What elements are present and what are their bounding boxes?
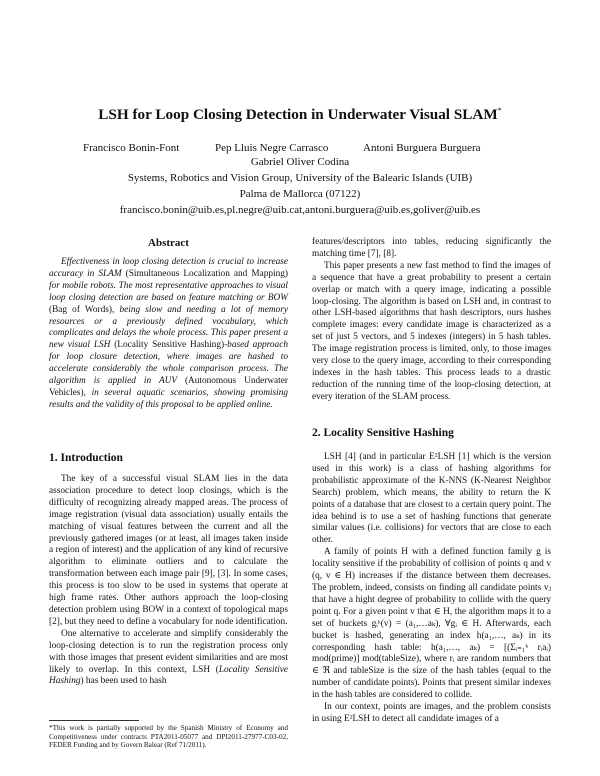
paper-title: LSH for Loop Closing Detection in Underwater Visual SLAM* <box>98 106 502 124</box>
right-paragraph-1: This paper presents a new fast method to find the images of a sequence that have a great probability to present a certain overlap or match with a query image, indicating a possible loop-closing. The algorithm is based on LSH and, in contrast to other LSH-based algorithms that hash descriptors, ours hashes complete images: every candidate image is characterized as a set of just 5 vectors, and 5 indexes (integers) in 5 hash tables. The image registration process is limited, only, to those images very close to the query image, according to their corresponding indexes in the hash tables. This process leads to a drastic reduction of the running time of the loop-closing detection, at every iteration of the SLAM process. <box>312 260 551 402</box>
intro-paragraph-2: One alternative to accelerate and simplify considerably the loop-closing detection is to run the registration process only with those images that present evident similarities and are most likely to overlap. In this context, LSH (Locality Sensitive Hashing) has been used to hash <box>49 628 288 687</box>
intro-paragraph-1: The key of a successful visual SLAM lies in the data association procedure to detect loop closings, which is the difficulty of recognizing already mapped areas. The process of image registration (visual data association) usually entails the matching of visual features between the current and all the previously gathered images (or at least, all images taken inside a region of interest) and the application of any kind of recursive algorithm to eliminate outliers and to calculate the transformation between each image pair [9], [3]. In some cases, this process is too slow to be used in systems that operate at high frame rates. Other authors approach the loop-closing detection problem using BOW in a context of topological maps [2], but they need to define a vocabulary for node identification. <box>49 474 288 627</box>
footnote-rule <box>49 720 139 721</box>
abstract-body: Effectiveness in loop closing detection is crucial to increase accuracy in SLAM (Simultaneous Localization and Mapping) for mobile robots. The most representative approaches to visual loop closing detection are based on feature matching or BOW (Bag of Words), being slow and needing a lot of memory resources or a previously defined vocabulary, which complicates and delays the whole process. This paper present a new visual LSH (Locality Sensitive Hashing)-based approach for loop closure detection, where images are hashed to accelerate considerably the whole comparison process. The algorithm is applied in AUV (Autonomous Underwater Vehicles), in several aquatic scenarios, showing promising results and the validity of this proposal to be applied online. <box>49 257 289 410</box>
lsh-paragraph-2: A family of points H with a defined function family g is locality sensitive if the probability of collision of points q and v (q, v ∈ H) increases if the distance between them decreases. The problem, indeed, consists on finding all candidate points vⱼ that have a hight degree of probability to collide with the query point q. For a given point v that ∈ H, the algorithm maps it to a set of buckets gᵢᵏ(v) = (a₁,…aₖ), ∀gᵢ ∈ H. Afterwards, each bucket is hashed, generating an index h(a₁,…, aₖ) in its corresponding hash table: h(a₁,…, aₖ) = [(Σᵢ₌₁ᵏ rᵢaᵢ) mod(prime)] mod(tableSize), where rᵢ are random numbers that ∈ ℜ and tableSize is the size of the hash tables (equal to the number of candidate points). Points that present similar indexes in the hash tables are considered to collide. <box>312 547 551 701</box>
author-emails: francisco.bonin@uib.es,pl.negre@uib.cat,antoni.burguera@uib.es,goliver@uib.es <box>119 204 481 216</box>
footnote: *This work is partially supported by the Spanish Ministry of Economy and Competitiveness under contracts PTA2011-05077 and DPI2011-27977-C03-02, FEDER Funding and by Govern Balear (Ref 71/2011). <box>49 724 288 750</box>
section-2-body <box>312 452 551 726</box>
continued-paragraph: features/descriptors into tables, reducing significantly the matching time [7], [8]. <box>312 237 551 259</box>
abstract-heading: Abstract <box>148 237 189 249</box>
section-heading-lsh: 2. Locality Sensitive Hashing <box>312 427 454 439</box>
location: Palma de Mallorca (07122) <box>239 188 361 200</box>
lsh-paragraph-1: LSH [4] (and in particular E²LSH [1] which is the version used in this work) is a class of hashing algorithms for probabilistic approximate of the K-NNS (K-Nearest Neighbor Search) problem, which means, the ability to return the K points of a database that are closest to a certain query point. The idea behind is to use a set of hashing functions that generate similar values (i.e. collisions) for vectors that are close to each other. <box>312 452 551 546</box>
author-1: Francisco Bonin-Font <box>83 142 180 154</box>
author-2: Pep Lluis Negre Carrasco <box>215 142 329 154</box>
right-column-top <box>312 237 551 404</box>
author-4: Gabriel Oliver Codina <box>250 156 350 168</box>
affiliation: Systems, Robotics and Vision Group, University of the Balearic Islands (UIB) <box>127 172 473 184</box>
title-footnote-mark: * <box>497 106 502 115</box>
author-3: Antoni Burguera Burguera <box>363 142 481 154</box>
introduction-body <box>49 474 288 688</box>
section-heading-introduction: 1. Introduction <box>49 452 123 464</box>
lsh-paragraph-3: In our context, points are images, and the problem consists in using E²LSH to detect all candidate images of a <box>312 702 551 724</box>
